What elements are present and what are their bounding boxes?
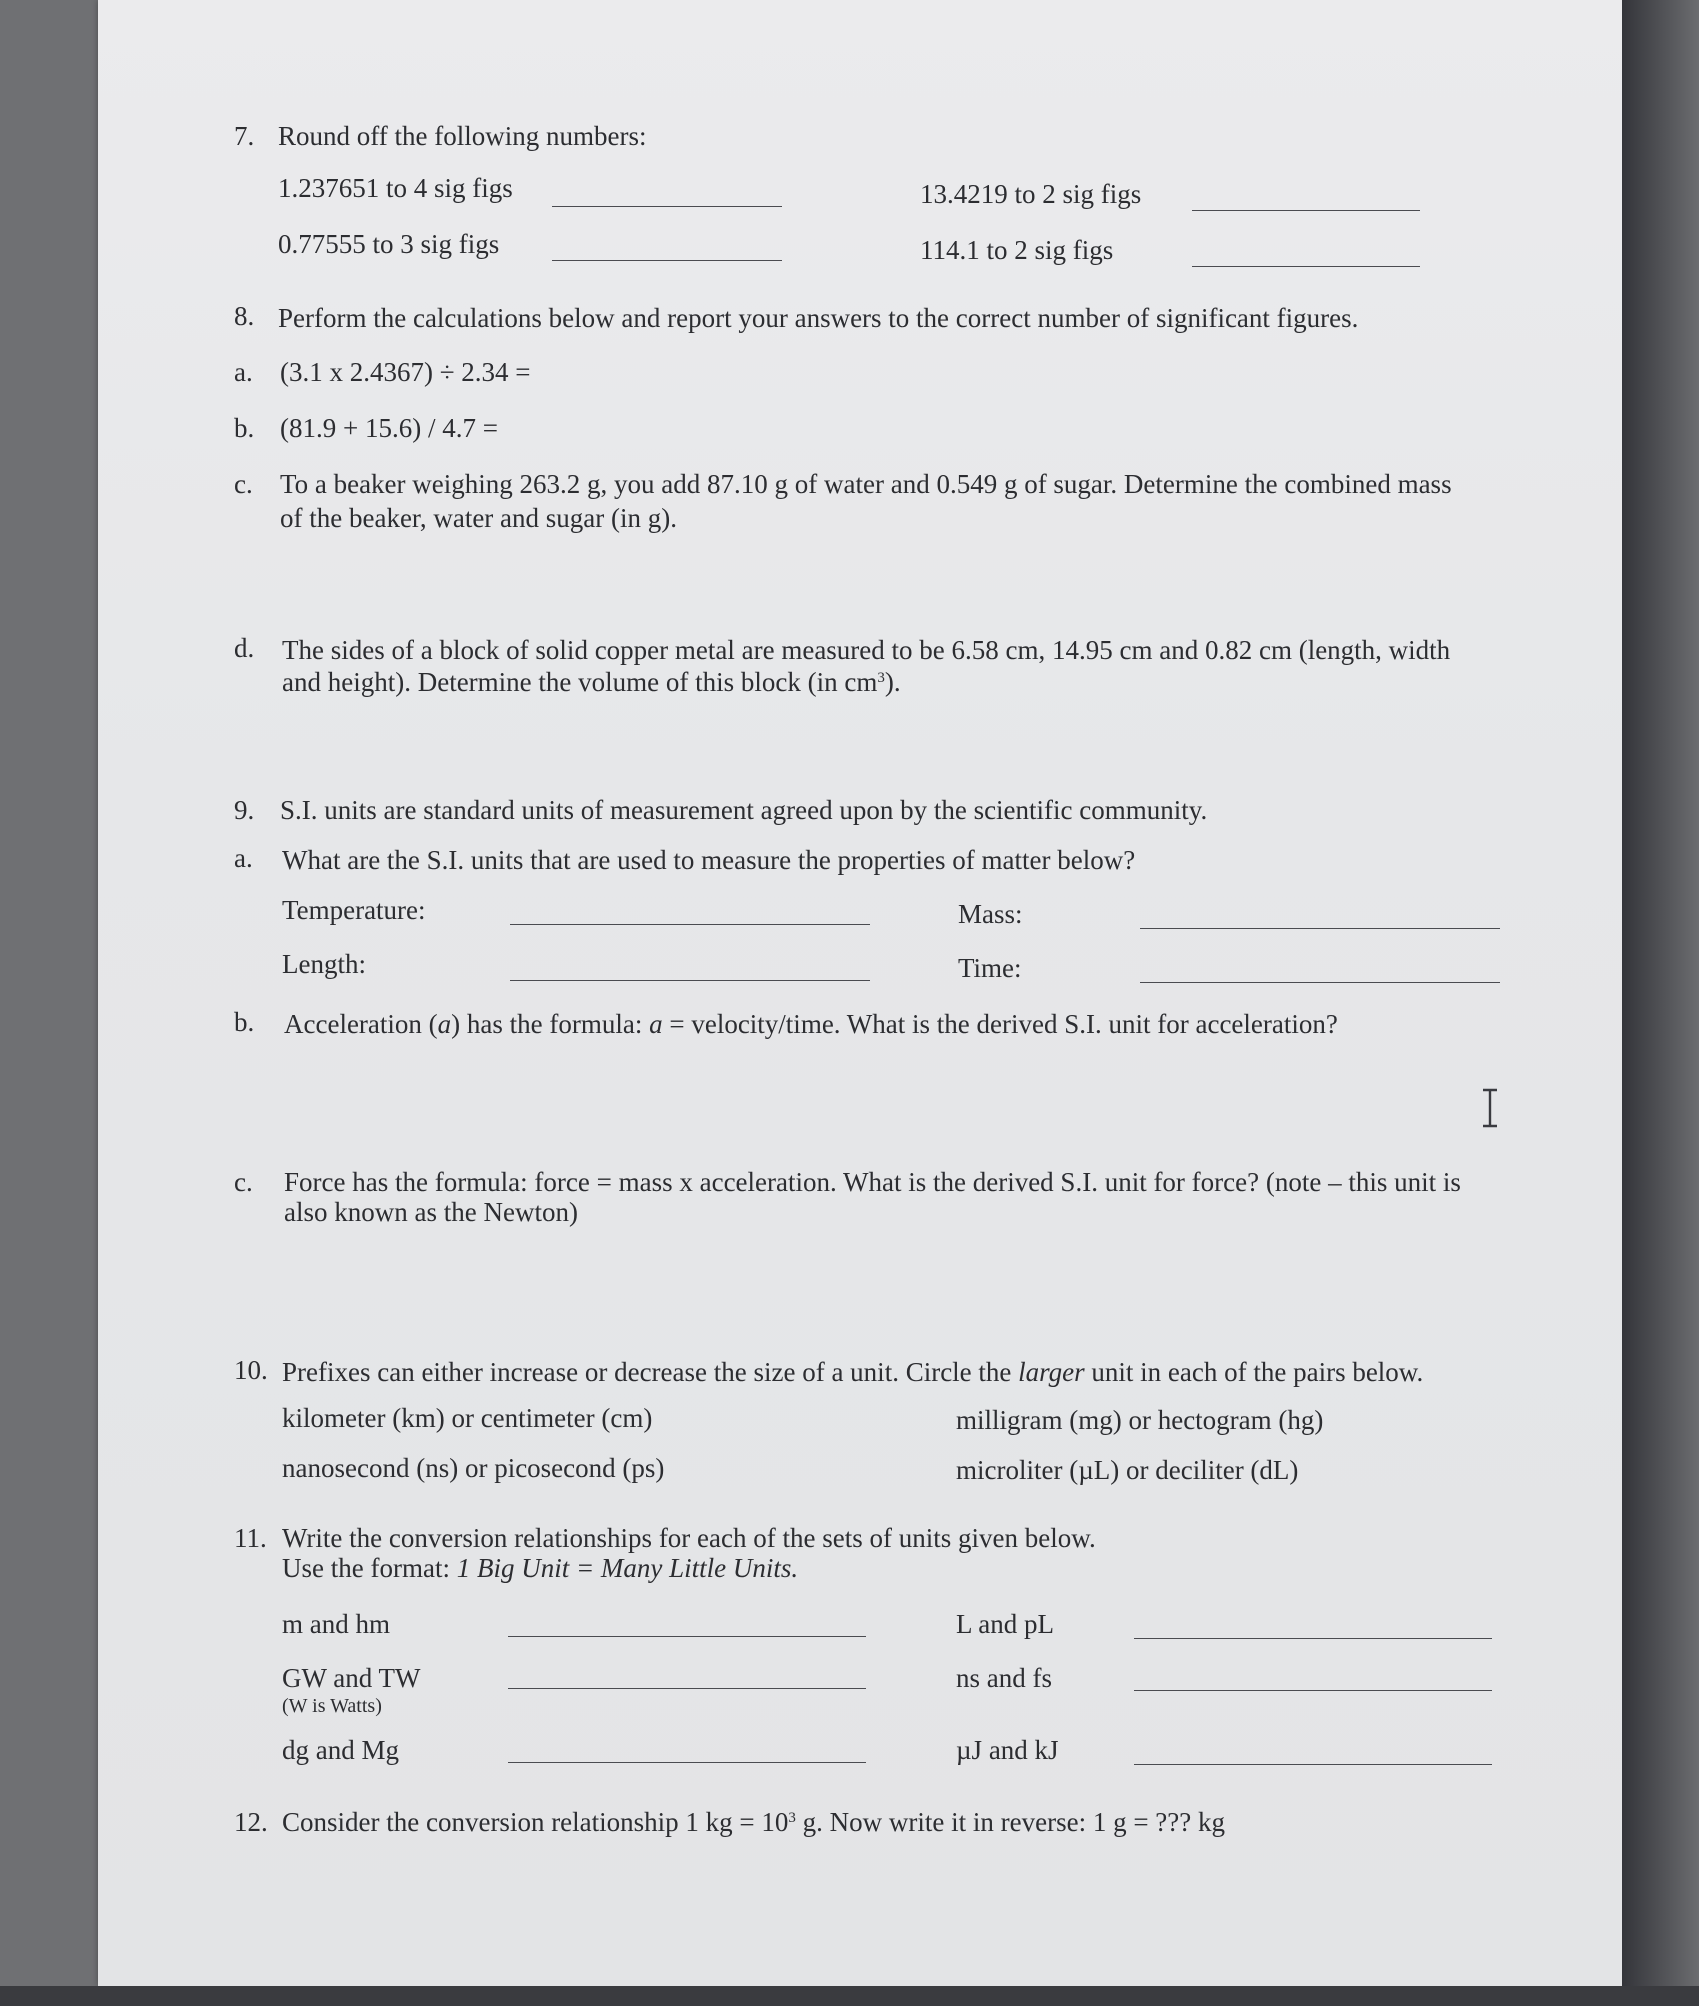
q7-item-1: 1.237651 to 4 sig figs	[278, 173, 513, 203]
q11-number: 11.	[234, 1523, 267, 1553]
q12-text: Consider the conversion relationship 1 kg = $10^3$ g. Now write it in reverse: 1 g = ??? kg	[282, 1807, 1226, 1837]
q10-pair-1[interactable]: kilometer (km) or centimeter (cm)	[282, 1403, 653, 1433]
answer-blank[interactable]	[552, 206, 782, 207]
q9-number: 9.	[234, 795, 255, 825]
q10-number: 10.	[234, 1355, 268, 1385]
answer-blank[interactable]	[510, 980, 870, 981]
q9-c-line-1: Force has the formula: force = mass x acceleration. What is the derived S.I. unit for force? (note – this unit is	[284, 1167, 1461, 1197]
answer-blank[interactable]	[1192, 266, 1420, 267]
text-cursor-icon	[1480, 1088, 1500, 1128]
q9-a-label: a.	[234, 843, 253, 873]
q9-c-line-2: also known as the Newton)	[284, 1197, 578, 1227]
q11-item-dg-mg: dg and Mg	[282, 1735, 399, 1765]
q8-d-label: d.	[234, 633, 255, 663]
q9-field-time: Time:	[958, 953, 1022, 983]
answer-blank[interactable]	[510, 924, 870, 925]
answer-blank[interactable]	[1134, 1764, 1492, 1765]
q11-item-m-hm: m and hm	[282, 1609, 390, 1639]
q11-item-l-pl: L and pL	[956, 1609, 1054, 1639]
q11-item-gw-tw: GW and TW	[282, 1663, 421, 1693]
q8-c-line-1: To a beaker weighing 263.2 g, you add 87.10 g of water and 0.549 g of sugar. Determine the combined mass	[280, 469, 1452, 499]
background-edge	[1622, 0, 1699, 2006]
q8-d-line-1: The sides of a block of solid copper metal are measured to be 6.58 cm, 14.95 cm and 0.82 cm (length, width	[282, 635, 1451, 665]
answer-blank[interactable]	[1192, 210, 1420, 211]
q10-pair-2[interactable]: milligram (mg) or hectogram (hg)	[956, 1405, 1324, 1435]
q8-c-line-2: of the beaker, water and sugar (in g).	[280, 503, 677, 533]
q8-d-line-2: and height). Determine the volume of this block (in $cm^3$).	[282, 667, 901, 697]
q10-pair-4[interactable]: microliter (µL) or deciliter (dL)	[956, 1455, 1299, 1485]
answer-blank[interactable]	[1134, 1690, 1492, 1691]
answer-blank[interactable]	[508, 1688, 866, 1689]
q10-pair-3[interactable]: nanosecond (ns) or picosecond (ps)	[282, 1453, 665, 1483]
q11-prompt: Write the conversion relationships for each of the sets of units given below.	[282, 1523, 1096, 1553]
background-edge-bottom	[0, 1986, 1699, 2006]
q9-field-temperature: Temperature:	[282, 895, 426, 925]
q7-item-4: 114.1 to 2 sig figs	[920, 235, 1114, 265]
q9-c-label: c.	[234, 1167, 253, 1197]
q9-field-length: Length:	[282, 949, 366, 979]
q9-b-label: b.	[234, 1007, 255, 1037]
q7-item-3: 0.77555 to 3 sig figs	[278, 229, 500, 259]
answer-blank[interactable]	[508, 1636, 866, 1637]
q9-b-text: Acceleration (a) has the formula: a = velocity/time. What is the derived S.I. unit for acceleration?	[284, 1009, 1338, 1039]
q8-c-label: c.	[234, 469, 253, 499]
q11-item-uj-kj: µJ and kJ	[956, 1735, 1059, 1765]
q9-field-mass: Mass:	[958, 899, 1023, 929]
answer-blank[interactable]	[1140, 982, 1500, 983]
answer-blank[interactable]	[1134, 1638, 1492, 1639]
q11-watts-note: (W is Watts)	[282, 1695, 382, 1717]
q7-number: 7.	[234, 121, 255, 151]
q8-b-text: (81.9 + 15.6) / 4.7 =	[280, 413, 498, 443]
answer-blank[interactable]	[1140, 928, 1500, 929]
q11-format: Use the format: 1 Big Unit = Many Little Units.	[282, 1553, 799, 1583]
q8-prompt: Perform the calculations below and report your answers to the correct number of significant figures.	[278, 303, 1359, 333]
q12-number: 12.	[234, 1807, 268, 1837]
answer-blank[interactable]	[508, 1762, 866, 1763]
q11-item-ns-fs: ns and fs	[956, 1663, 1052, 1693]
q8-b-label: b.	[234, 413, 255, 443]
q8-a-label: a.	[234, 357, 253, 387]
q9-prompt: S.I. units are standard units of measurement agreed upon by the scientific community.	[280, 795, 1208, 825]
answer-blank[interactable]	[552, 260, 782, 261]
q8-a-text: (3.1 x 2.4367) ÷ 2.34 =	[280, 357, 531, 387]
q9-a-text: What are the S.I. units that are used to measure the properties of matter below?	[282, 845, 1136, 875]
q7-item-2: 13.4219 to 2 sig figs	[920, 179, 1142, 209]
q8-number: 8.	[234, 301, 255, 331]
q7-prompt: Round off the following numbers:	[278, 121, 647, 151]
q10-prompt: Prefixes can either increase or decrease the size of a unit. Circle the larger unit in each of the pairs below.	[282, 1357, 1424, 1387]
